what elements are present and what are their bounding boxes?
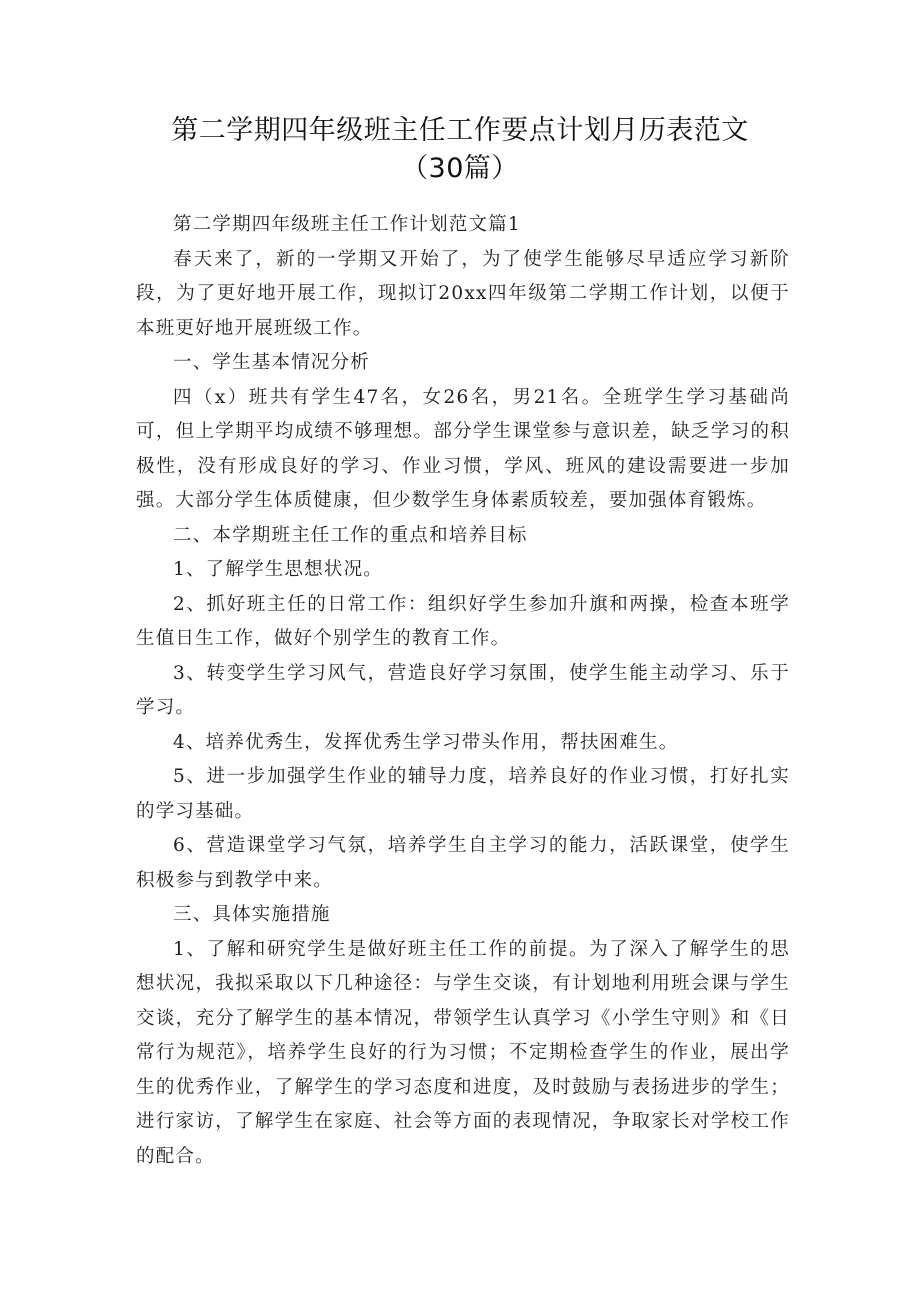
list-item-goal-3: 3、转变学生学习风气，营造良好学习氛围，使学生能主动学习、乐于学习。 [136,662,790,718]
list-item-goal-4: 4、培养优秀生，发挥优秀生学习带头作用，帮扶困难生。 [173,731,679,753]
list-item-goal-1: 1、了解学生思想状况。 [173,559,383,580]
list-item-goal-6: 6、营造课堂学习气氛，培养学生自主学习的能力，活跃课堂，使学生积极参与到教学中来。 [136,835,790,891]
section-subtitle: 第二学期四年级班主任工作计划范文篇1 [173,214,521,235]
heading-measures: 三、具体实施措施 [173,904,331,925]
list-item-goal-5: 5、进一步加强学生作业的辅导力度，培养良好的作业习惯，打好扎实的学习基础。 [136,766,790,822]
document-body [136,208,790,1174]
list-item-goal-2: 2、抓好班主任的日常工作：组织好学生参加升旗和两操，检查本班学生值日生工作，做好个别学生的教育工作。 [136,593,790,649]
document-title: 第二学期四年级班主任工作要点计划月历表范文（30篇） [171,115,749,184]
paragraph-student-analysis: 四（x）班共有学生47名，女26名，男21名。全班学生学习基础尚可，但上学期平均成绩不够理想。部分学生课堂参与意识差，缺乏学习的积极性，没有形成良好的学习、作业习惯，学风、班风的建设需要进一步加强。大部分学生体质健康，但少数学生身体素质较差，要加强体育锻炼。 [136,386,790,511]
list-item-measure-1: 1、了解和研究学生是做好班主任工作的前提。为了深入了解学生的思想状况，我拟采取以下几种途径：与学生交谈，有计划地利用班会课与学生交谈，充分了解学生的基本情况，带领学生认真学习《小学生守则》和《日常行为规范》，培养学生良好的行为习惯；不定期检查学生的作业，展出学生的优秀作业，了解学生的学习态度和进度，及时鼓励与表扬进步的学生；进行家访，了解学生在家庭、社会等方面的表现情况，争取家长对学校工作的配合。 [136,938,790,1167]
heading-student-analysis: 一、学生基本情况分析 [173,352,371,373]
paragraph-intro: 春天来了，新的一学期又开始了，为了使学生能够尽早适应学习新阶段，为了更好地开展工作，现拟订20xx四年级第二学期工作计划，以便于本班更好地开展班级工作。 [136,248,790,339]
heading-focus-goals: 二、本学期班主任工作的重点和培养目标 [173,524,528,546]
